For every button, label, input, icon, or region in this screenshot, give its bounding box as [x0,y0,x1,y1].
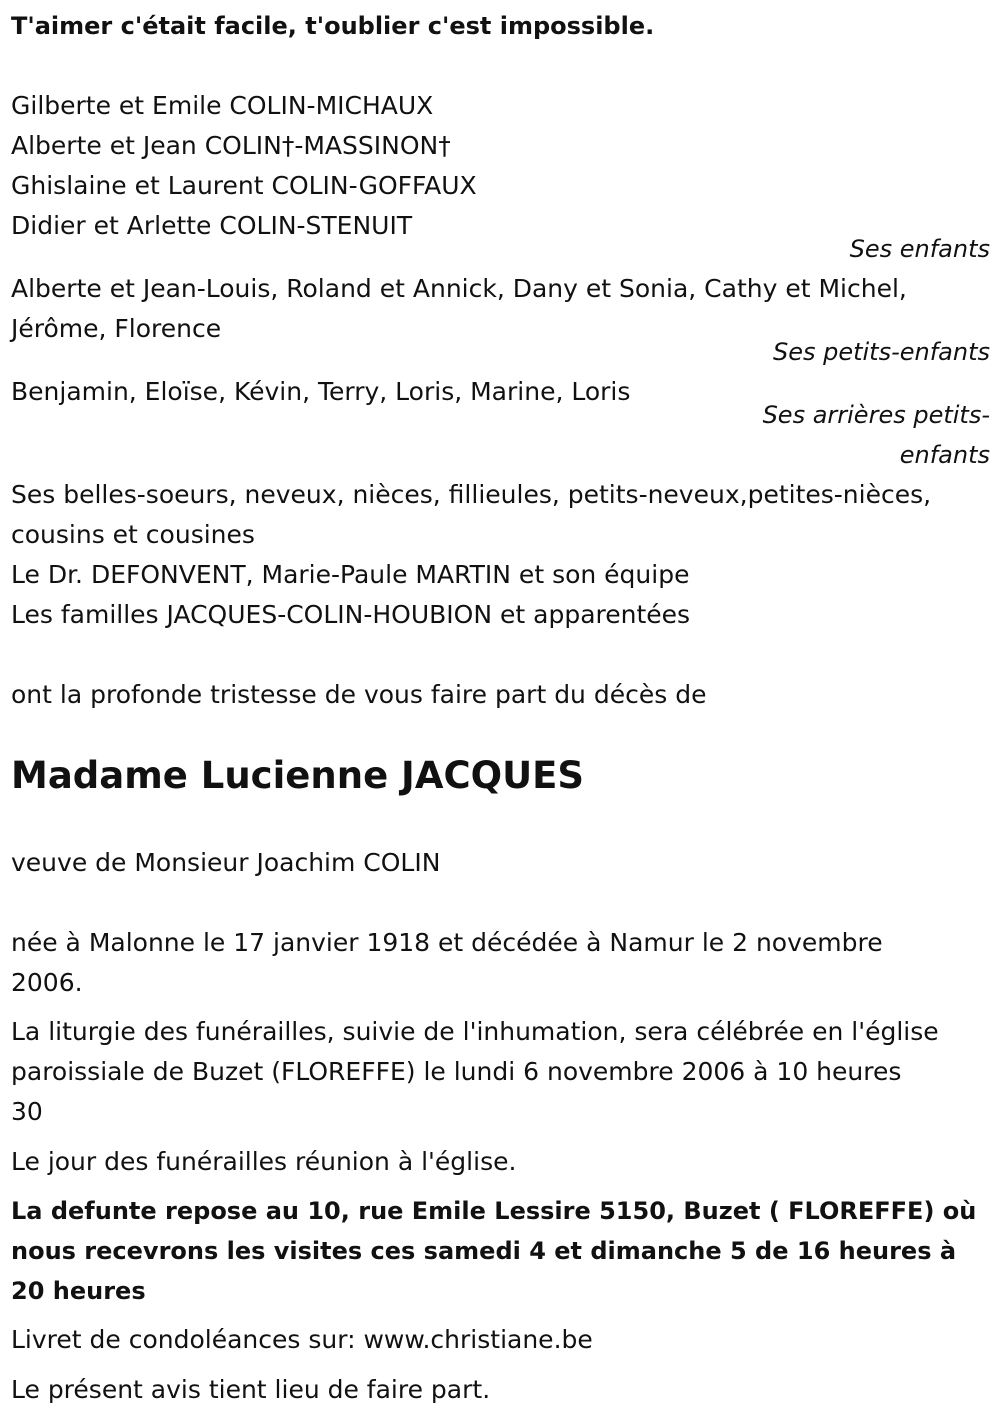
repose-line-2: nous recevrons les visites ces samedi 4 et dimanche 5 de 16 heures à [11,1237,957,1265]
condolences: Livret de condoléances sur: www.christiane.be [11,1325,593,1354]
children-line-2: Alberte et Jean COLIN†-MASSINON† [11,131,451,160]
others-line-1: Ses belles-soeurs, neveux, nièces, fillieules, petits-neveux,petites-nièces, [11,480,932,509]
others-line-4: Les familles JACQUES-COLIN-HOUBION et apparentées [11,600,691,629]
great-grandchildren-line-1: Benjamin, Eloïse, Kévin, Terry, Loris, Marine, Loris [11,377,631,406]
grandchildren-line-1: Alberte et Jean-Louis, Roland et Annick, Dany et Sonia, Cathy et Michel, [11,274,907,303]
motto: T'aimer c'était facile, t'oublier c'est impossible. [11,12,655,40]
meeting: Le jour des funérailles réunion à l'église. [11,1147,517,1176]
grandchildren-line-2: Jérôme, Florence [11,314,222,343]
birth-death-line-2: 2006. [11,968,83,997]
children-line-3: Ghislaine et Laurent COLIN-GOFFAUX [11,171,477,200]
birth-death-line-1: née à Malonne le 17 janvier 1918 et décédée à Namur le 2 novembre [11,928,883,957]
deceased-name: Madame Lucienne JACQUES [11,754,585,797]
grandchildren-label: Ses petits-enfants [772,338,990,366]
children-line-1: Gilberte et Emile COLIN-MICHAUX [11,91,434,120]
others-line-2: cousins et cousines [11,520,255,549]
others-line-3: Le Dr. DEFONVENT, Marie-Paule MARTIN et son équipe [11,560,690,589]
children-label: Ses enfants [849,235,990,263]
great-grandchildren-label-2: enfants [899,441,990,469]
widow-of: veuve de Monsieur Joachim COLIN [11,848,441,877]
funeral-line-3: 30 [11,1097,43,1126]
notice: Le présent avis tient lieu de faire part. [11,1375,491,1404]
funeral-line-2: paroissiale de Buzet (FLOREFFE) le lundi 6 novembre 2006 à 10 heures [11,1057,902,1086]
repose-line-1: La defunte repose au 10, rue Emile Lessire 5150, Buzet ( FLOREFFE) où [11,1197,977,1225]
great-grandchildren-label-1: Ses arrières petits- [762,401,990,429]
repose-line-3: 20 heures [11,1277,146,1305]
announcement: ont la profonde tristesse de vous faire part du décès de [11,680,707,709]
funeral-line-1: La liturgie des funérailles, suivie de l'inhumation, sera célébrée en l'église [11,1017,939,1046]
children-line-4: Didier et Arlette COLIN-STENUIT [11,211,413,240]
